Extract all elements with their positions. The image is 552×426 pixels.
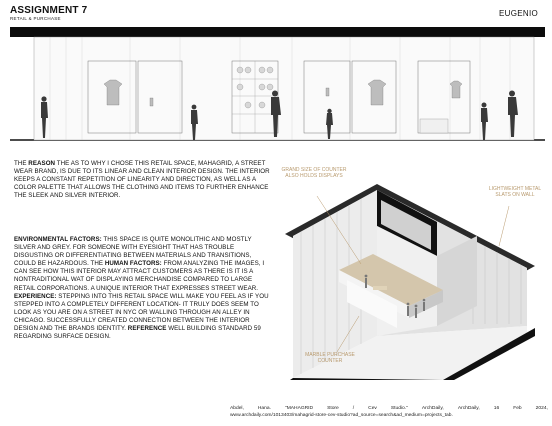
- citation-word: ArchDaily,: [421, 406, 444, 411]
- reason-paragraph: THE REASON THE AS TO WHY I CHOSE THIS RETAIL SPACE, MAHAGRID, A STREET WEAR BRAND, IS DUE TO ITS LINEAR AND CLEAN INTERIOR DESIGN. THE INTERIOR KEEPS A CONSTANT REPETITION OF LINEARITY AND DIRECTION, AS WELL AS A COLOR PALETTE THAT ALLOWS THE CLOTHING AND ITEMS TO FURTHER ENHANCE THE SLEEK AND SILVER INTERIOR.: [14, 160, 270, 200]
- citation-word: Cev: [368, 406, 377, 411]
- citation-word: Abdel,: [230, 406, 244, 411]
- marble-counter-annotation: MARBLE PURCHASE COUNTER: [305, 352, 355, 365]
- citation-word: "MAHAGRID: [284, 406, 314, 411]
- environmental-label: ENVIRONMENTAL FACTORS:: [14, 236, 102, 243]
- citation-word: ArchDaily,: [457, 406, 480, 411]
- citation: [230, 405, 548, 419]
- citation-word: Store: [327, 406, 339, 411]
- experience-label: EXPERIENCE:: [14, 292, 57, 300]
- ceiling-band: [10, 27, 545, 37]
- assignment-title: ASSIGNMENT 7: [10, 5, 88, 16]
- reason-label: REASON: [28, 160, 56, 167]
- citation-url: www.archdaily.com/1013403/mahagrid-store-cev-studio?ad_source=search&ad_medium=projects_tab.: [230, 413, 453, 418]
- reference-text: WELL BUILDING STANDARD 59 REGARDING SURFACE DESIGN.: [14, 325, 261, 341]
- reason-text: THE AS TO WHY I CHOSE THIS RETAIL SPACE, MAHAGRID, A STREET WEAR BRAND, IS DUE TO ITS LINEAR AND CLEAN INTERIOR DESIGN. THE INTERIOR KEEPS A CONSTANT REPETITION OF LINEARITY AND DIRECTION, AS WELL AS A COLOR PALETTE THAT ALLOWS THE CLOTHING AND ITEMS TO FURTHER ENHANCE THE SLEEK AND SILVER INTERIOR.: [14, 160, 270, 200]
- human-label: HUMAN FACTORS:: [104, 260, 162, 268]
- citation-line: [230, 405, 548, 412]
- environmental-text: THIS SPACE IS QUITE MONOLITHIC AND MOSTLY SILVER AND GREY. FOR SOMEONE WITH EYESIGHT THAT HAS TROUBLE DISGUSTING OR DIFFERENTIATING BETWEEN MATERIALS AND TRANSITIONS, COULD BE HAZARDOUS. THE: [14, 236, 252, 268]
- citation-word: 16: [493, 406, 500, 411]
- citation-word: Feb: [513, 406, 522, 411]
- counter-size-annotation: GRAND SIZE OF COUNTER ALSO HOLDS DISPLAYS: [281, 167, 347, 180]
- reference-label: REFERENCE: [127, 325, 167, 333]
- human-text: FROM ANALYZING THE IMAGES, I CAN SEE HOW THIS INTERIOR MAY ATTRACT CUSTOMERS AS THERE IS IT IS A NONTRADITIONAL WAT OF DISPLAYING MERCHANDISE COMPARED TO LARGE RETAIL CORPORATIONS. A UNIQUE INTERIOR THAT EXPRESSES STREET WEAR.: [14, 260, 265, 292]
- citation-word: 2024,: [535, 406, 548, 411]
- citation-word: Studio.": [390, 406, 408, 411]
- metal-slats-annotation: LIGHTWEIGHT METAL SLATS ON WALL: [488, 186, 542, 199]
- factors-paragraph: [14, 236, 272, 341]
- experience-text: STEPPING INTO THIS RETAIL SPACE WILL MAKE YOU FEEL AS IF YOU STEPPED INTO A COMPLETELY DIFFERENT LOCATION- IT TRULY DOES SEEM TO LOOK AS YOU ARE ON A STREET IN NYC OR WALLING THROUGH AN ALLEY IN CHICAGO. SUCCESSFULLY CREATED CONNECTION BETWEEN THE INTERIOR DESIGN AND THE BRANDS IDENTITY.: [14, 292, 269, 333]
- citation-word: /: [352, 406, 355, 411]
- storefront-elevation-drawing: [10, 26, 545, 142]
- assignment-subtitle: RETAIL & PURCHASE: [10, 16, 61, 21]
- author-name: EUGENIO: [499, 9, 538, 18]
- citation-word: Hana.: [257, 406, 271, 411]
